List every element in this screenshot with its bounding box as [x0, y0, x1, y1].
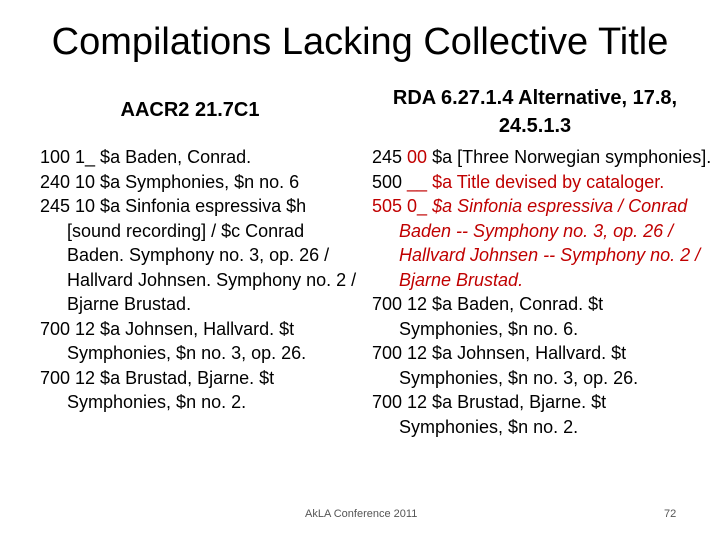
marc-field-240: 240 10 $a Symphonies, $n no. 6 [40, 171, 300, 192]
rda-245-indicators: 00 [407, 147, 428, 167]
rda-field-245 [372, 145, 712, 170]
rda-field-505 [372, 194, 712, 292]
rda-505-tag: 505 0_ [372, 196, 433, 216]
rda-record [372, 145, 712, 439]
rda-245-content: $a [Three Norwegian symphonies]. [427, 147, 712, 167]
rda-heading-line-2: 24.5.1.3 [498, 115, 572, 137]
rda-field-700-johnsen: 700 12 $a Johnsen, Hallvard. $t Symphonies, $n no. 3, op. 26. [372, 343, 639, 388]
rda-500-content: __ $a Title devised by cataloger. [407, 171, 665, 192]
marc-field-245: 245 10 $a Sinfonia espressiva $h [sound recording] / $c Conrad Baden. Symphony no. 3, op. 26 / Hallvard Johnsen. Symphony no. 2 / Bjarne Brustad. [40, 196, 357, 314]
aacr2-record [40, 145, 360, 415]
page-number: 72 [664, 508, 677, 520]
marc-field-700-brustad: 700 12 $a Brustad, Bjarne. $t Symphonies, $n no. 2. [40, 367, 275, 412]
rda-505-content: $a Sinfonia espressiva / Conrad Baden -- Symphony no. 3, op. 26 / Hallvard Johnsen -- Symphony no. 2 / Bjarne Brustad. [399, 196, 701, 290]
aacr2-heading: AACR2 21.7C1 [120, 99, 260, 121]
rda-field-700-brustad: 700 12 $a Brustad, Bjarne. $t Symphonies, $n no. 2. [372, 392, 607, 437]
rda-heading [360, 84, 710, 140]
rda-500-tag: 500 [372, 171, 408, 192]
rda-heading-line-1: RDA 6.27.1.4 Alternative, 17.8, [392, 87, 678, 109]
marc-field-700-johnsen: 700 12 $a Johnsen, Hallvard. $t Symphonies, $n no. 3, op. 26. [40, 318, 307, 363]
slide-title: Compilations Lacking Collective Title [51, 21, 669, 63]
footer-conference: AkLA Conference 2011 [305, 508, 418, 520]
rda-245-tag: 245 [372, 147, 408, 167]
rda-field-500 [372, 170, 712, 195]
rda-field-700-baden: 700 12 $a Baden, Conrad. $t Symphonies, $n no. 6. [372, 294, 604, 339]
marc-field-100: 100 1_ $a Baden, Conrad. [40, 147, 252, 167]
